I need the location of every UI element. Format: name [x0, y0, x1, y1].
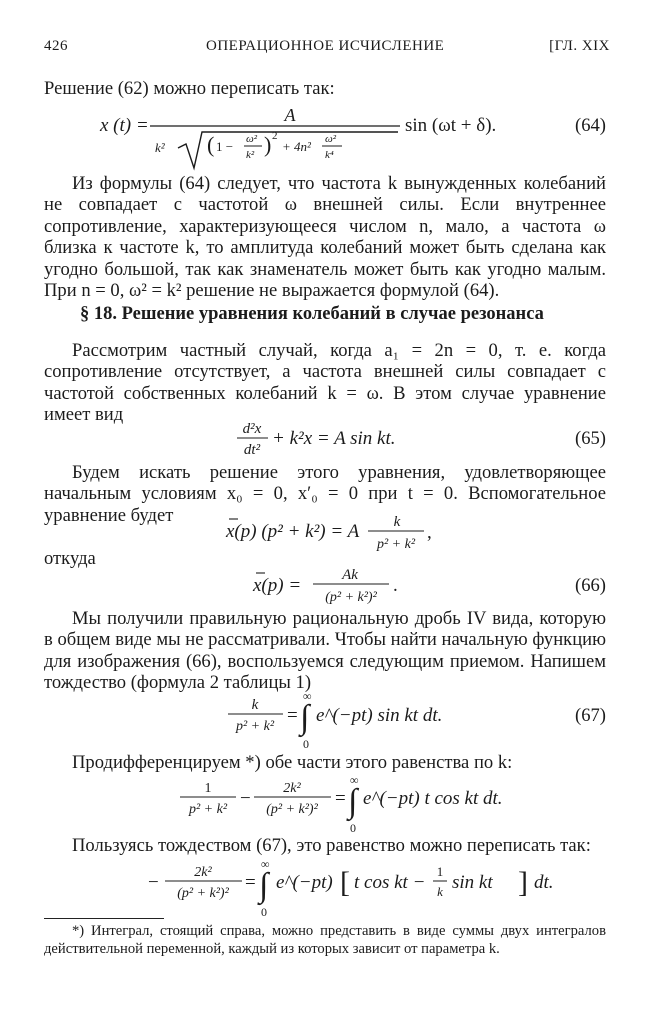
eq64-lhs: x (t) = — [100, 115, 149, 136]
eq-aux-lhs: x(p) (p² + k²) = A — [226, 521, 360, 542]
eq-last-exp: e^(−pt) — [276, 872, 333, 893]
eq67-lower-limit: 0 — [303, 737, 309, 751]
eq-aux-den: p² + k² — [376, 537, 416, 552]
eq64-rad-frac1-den: k² — [246, 149, 255, 161]
eq64-rad-frac1-num: ω² — [246, 133, 258, 145]
eq-last-inner-num: 1 — [436, 864, 444, 879]
paragraph-resonance-discussion: Из формулы (64) следует, что частота k вынужденных колебаний не совпадает с частотой ω внешней силы. Если внутреннее сопротивление, характеризующееся числом n, мало, а частота ω близка к частоте k, то амплитуда колебаний может быть сделана как угодно большой, так как знаменатель может быть как угодно малым. При n = 0, ω² = k² решение не выражается формулой (64). — [44, 173, 606, 302]
eq-aux-num: k — [393, 514, 401, 530]
eq65-num: d²x — [242, 421, 262, 437]
eq64-rhs: sin (ωt + δ). — [405, 115, 497, 136]
eq-diff-minus: − — [240, 788, 251, 809]
eq-diff-f2-num: 2k² — [283, 781, 301, 796]
paragraph-differentiate: Продифференцируем *) обе части этого равенства по k: — [72, 752, 513, 773]
eq-aux-tail: , — [427, 522, 432, 543]
eq66-tail: . — [393, 575, 398, 596]
eq66-num: Ak — [342, 567, 358, 583]
chapter-label: [ГЛ. XIX — [549, 38, 610, 54]
equation-67 — [0, 690, 650, 752]
eq64-number: (64) — [575, 115, 606, 136]
eq67-den: p² + k² — [235, 719, 275, 734]
equation-final — [0, 858, 650, 920]
eq66-lhs: x(p) = — [253, 575, 302, 596]
eq65-den: dt² — [243, 442, 261, 458]
paragraph-hence: откуда — [44, 548, 96, 569]
eq-diff-f1-num: 1 — [204, 781, 212, 796]
equation-64 — [0, 104, 650, 174]
eq66-number: (66) — [575, 575, 606, 596]
eq64-rad-part1: 1 − — [216, 139, 234, 154]
eq-last-upper-limit: ∞ — [261, 858, 270, 871]
paragraph-special-case: Рассмотрим частный случай, когда a₁ = 2n = 0, т. е. когда сопротивление отсутствует, а частота внешней силы совпадает с частотой собственных колебаний k = ω. В этом случае уравнение имеет вид — [44, 340, 606, 426]
eq-diff-f1-den: p² + k² — [188, 802, 228, 817]
equation-differentiated — [0, 774, 650, 836]
eq-last-minus: − — [148, 872, 159, 893]
eq67-num: k — [251, 697, 259, 713]
eq-diff-integrand: e^(−pt) t cos kt dt. — [363, 788, 503, 809]
eq64-rad-part2: + 4n² — [282, 139, 311, 154]
eq-last-lower-limit: 0 — [261, 905, 267, 919]
equation-65 — [0, 415, 650, 461]
paragraph-rewrite: Пользуясь тождеством (67), это равенство можно переписать так: — [72, 835, 591, 856]
eq67-integral-sign: ∫ — [300, 699, 310, 736]
eq-diff-integral-sign: ∫ — [348, 783, 358, 820]
running-title: ОПЕРАЦИОННОЕ ИСЧИСЛЕНИЕ — [206, 38, 445, 54]
eq65-rhs: + k²x = A sin kt. — [272, 428, 396, 449]
paragraph-method: Мы получили правильную рациональную дробь IV вида, которую в общем виде мы не рассматривали. Чтобы найти начальную функцию для изображения (66), воспользуемся следующим приемом. Напишем тождество (формула 2 таблицы 1) — [44, 608, 606, 694]
paragraph-initial-conditions: Будем искать решение этого уравнения, удовлетворяющее начальным условиям x₀ = 0, x′₀ = 0 при t = 0. Вспомогательное уравнение будет — [44, 462, 606, 526]
eq-diff-eq: = — [335, 788, 346, 809]
eq67-upper-limit: ∞ — [303, 690, 312, 703]
running-header — [44, 38, 610, 58]
eq-last-bracket-a: t cos kt − — [354, 872, 426, 893]
eq-diff-upper-limit: ∞ — [350, 774, 359, 787]
eq-last-inner-den: k — [437, 884, 443, 899]
eq-last-lbracket: [ — [340, 866, 350, 899]
eq64-rad-frac2-num: ω² — [325, 133, 337, 145]
eq64-lparen: ( — [207, 132, 215, 157]
eq-last-bracket-b: sin kt — [452, 872, 493, 893]
footnote: *) Интеграл, стоящий справа, можно представить в виде суммы двух интегралов действительной переменной, каждый из которых зависит от параметра k. — [44, 923, 606, 957]
eq-last-eq: = — [245, 872, 256, 893]
eq-last-num: 2k² — [194, 865, 212, 880]
eq-diff-f2-den: (p² + k²)² — [266, 802, 318, 817]
eq64-rad-sq: 2 — [272, 130, 278, 142]
eq67-number: (67) — [575, 705, 606, 726]
eq-last-den: (p² + k²)² — [177, 886, 229, 901]
eq-last-rbracket: ] — [518, 866, 528, 899]
eq65-number: (65) — [575, 428, 606, 449]
eq67-eq: = — [287, 705, 298, 726]
eq67-integrand: e^(−pt) sin kt dt. — [316, 705, 443, 726]
section-heading: § 18. Решение уравнения колебаний в случае резонанса — [80, 304, 544, 324]
eq64-rad-frac2-den: k⁴ — [325, 149, 334, 161]
eq66-den: (p² + k²)² — [325, 590, 377, 605]
equation-66 — [0, 560, 650, 608]
eq-diff-lower-limit: 0 — [350, 821, 356, 835]
eq64-den-k2: k² — [155, 140, 165, 155]
paragraph-intro: Решение (62) можно переписать так: — [44, 78, 335, 99]
eq-last-tail: dt. — [534, 872, 554, 893]
eq-last-integral-sign: ∫ — [259, 867, 269, 904]
page-number: 426 — [44, 38, 68, 54]
footnote-rule — [44, 918, 164, 919]
eq64-numerator: A — [284, 105, 296, 125]
eq64-rparen: ) — [264, 132, 272, 157]
